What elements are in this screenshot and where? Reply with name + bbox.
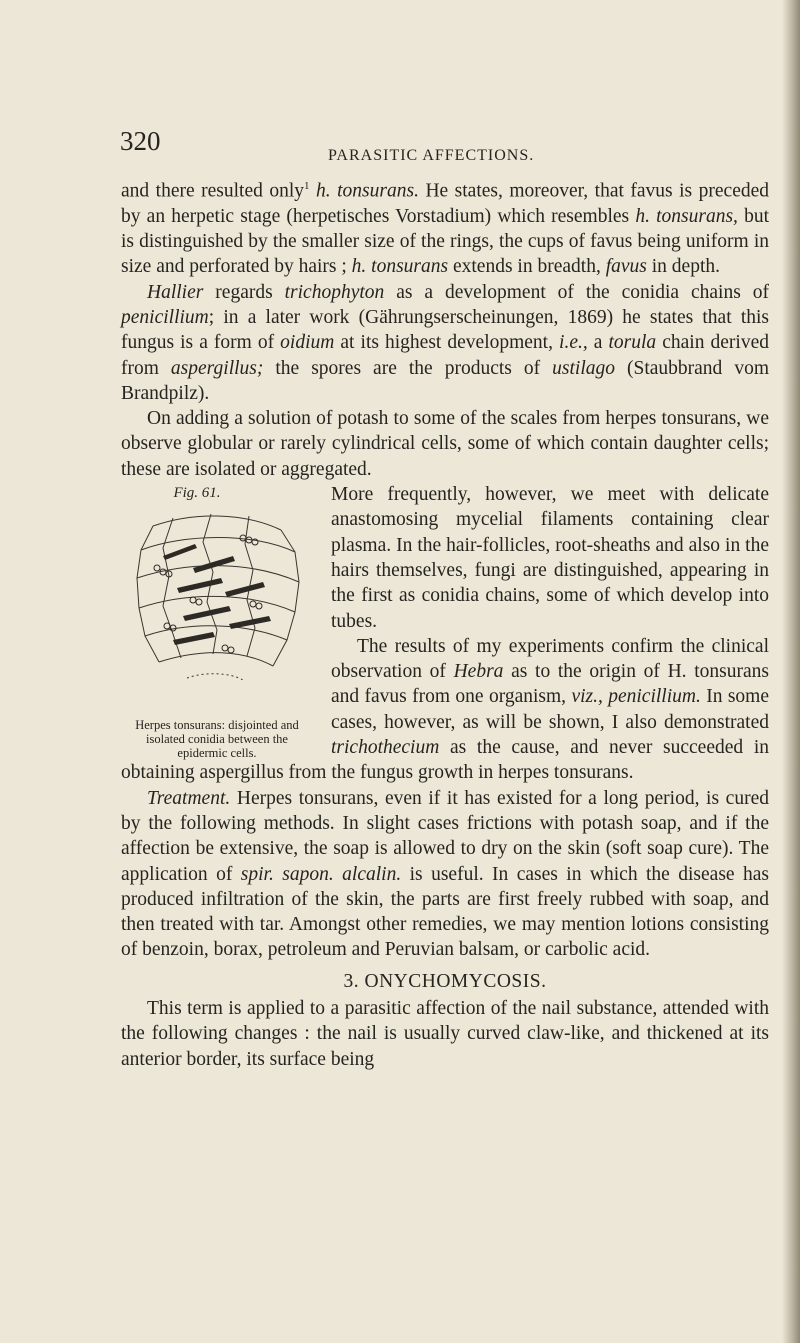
figure-caption: Herpes tonsurans: disjointed and isolated conidia between the epidermic cells. [135, 718, 299, 761]
page-number: 320 [120, 126, 161, 156]
paragraph-1: and there resulted only$^1$ h. tonsurans. He states, moreover, that favus is preceded by an herpetic stage (herpetisches Vorstadium) which resembles h. tonsurans, but is distinguished by the smaller size of the rings, the cups of favus being uniform in size and perforated by hairs ; h. tonsurans extends in breadth, favus in depth. [121, 180, 770, 278]
figure-61 [121, 484, 313, 761]
page-edge-shadow [782, 0, 800, 1343]
paragraph-2: Hallier regards trichophyton as a development of the conidia chains of penicillium; in a later work (Gährungserscheinungen, 1869) he states that this fungus is a form of oidium at its highest development, i.e., a torula chain derived from aspergillus; the spores are the products of ustilago (Staubbrand vom Brandpilz). [121, 281, 769, 404]
footnote-marker: 1 [304, 180, 310, 192]
microscope-illustration-icon [133, 508, 301, 714]
paragraph-5: Treatment. Herpes tonsurans, even if it has existed for a long period, is cured by the following methods. In slight cases frictions with potash soap, and if the affection be extensive, the soap is allowed to dry on the skin (soft soap cure). The application of spir. sapon. alcalin. is useful. In cases in which the disease has produced infiltration of the skin, the parts are first freely rubbed with soap, and then treated with tar. Amongst other remedies, we may mention lotions consisting of benzoin, borax, petroleum and Peruvian balsam, or carbolic acid. [121, 787, 770, 961]
section-heading: 3. ONYCHOMYCOSIS. [343, 970, 547, 992]
paragraph-3-continued: More frequently, however, we meet with delicate anastomosing mycelial filaments containing clear plasma. In the hair-follicles, root-sheaths and also in the hairs themselves, fungi are distinguished, appearing in the first as conidia chains, some of which develop into tubes. [331, 484, 769, 632]
running-head: PARASITIC AFFECTIONS. [328, 147, 535, 164]
body-text [121, 174, 769, 1072]
paragraph-3: On adding a solution of potash to some of the scales from herpes tonsurans, we observe globular or rarely cylindrical cells, some of which contain daughter cells; these are isolated or aggregated. [121, 408, 769, 480]
paragraph-4: The results of my experiments confirm the clinical observation of Hebra as to the origin of H. tonsurans and favus from one organism, viz., penicillium. In some cases, however, as will be shown, I also demonstrated trichothecium as the cause, and never succeeded in obtaining aspergillus from the fungus growth in herpes tonsurans. [121, 635, 769, 784]
figure-label: Fig. 61. [173, 485, 221, 502]
paragraph-6: This term is applied to a parasitic affection of the nail substance, attended with the following changes : the nail is usually curved claw-like, and thickened at its anterior border, its surface being [121, 998, 769, 1070]
